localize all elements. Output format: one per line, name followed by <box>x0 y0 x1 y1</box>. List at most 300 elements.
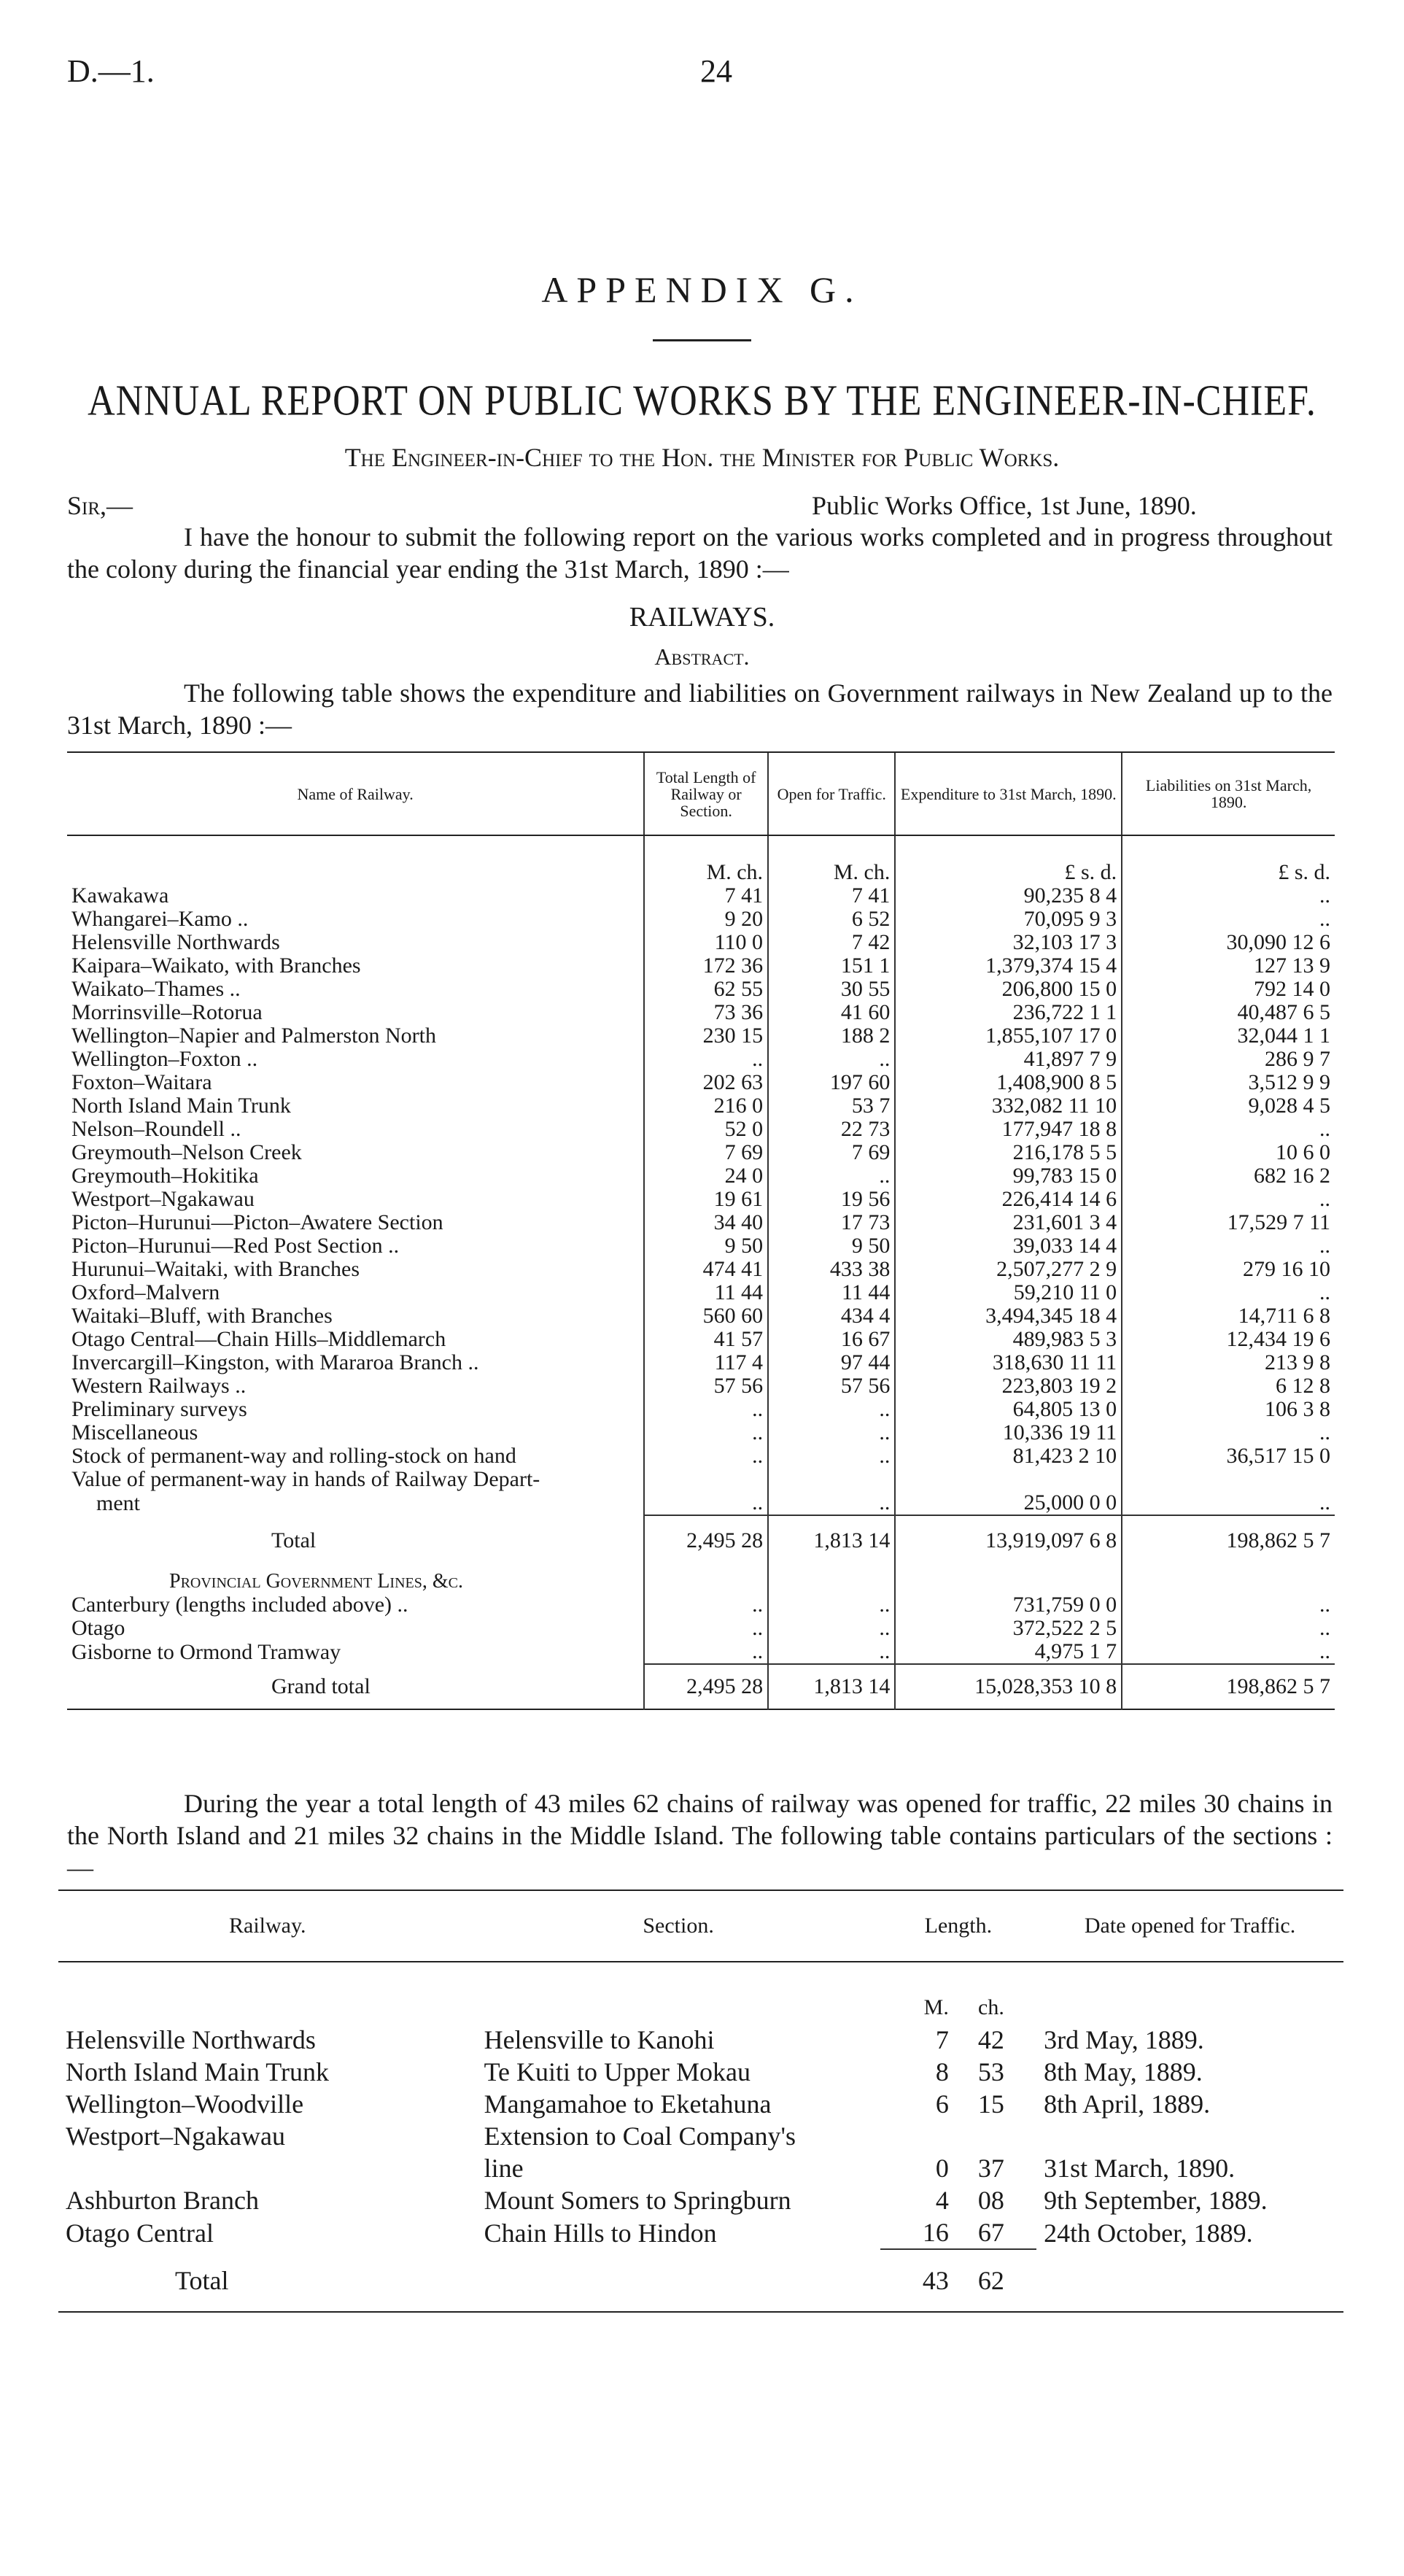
section-cell: Mangamahoe to Eketahuna <box>484 2089 772 2119</box>
grand-total-row <box>67 1664 1335 1709</box>
length-miles: 4 <box>935 2186 949 2215</box>
date-cell: 24th October, 1889. <box>1044 2219 1253 2248</box>
total-length-cell: 34 40 <box>644 1211 768 1234</box>
railway-name-text: Nelson–Roundell .. <box>71 1117 241 1141</box>
section-cell: Helensville to Kanohi <box>484 2025 715 2054</box>
length-miles: 7 <box>935 2025 949 2054</box>
total-miles: 43 <box>922 2266 949 2295</box>
expenditure-cell: 226,414 14 6 <box>895 1188 1122 1211</box>
abstract-table-header <box>67 752 1335 835</box>
open-traffic-cell: 53 7 <box>768 1094 895 1118</box>
table-row <box>67 1304 1335 1328</box>
length-total-cell <box>880 2249 1037 2312</box>
open-traffic-cell: 197 60 <box>768 1071 895 1094</box>
open-traffic-cell: 97 44 <box>768 1351 895 1374</box>
railway-name <box>67 1188 644 1211</box>
expenditure-cell: 64,805 13 0 <box>895 1398 1122 1421</box>
table-row <box>67 931 1335 954</box>
section-heading-railways: RAILWAYS. <box>629 602 775 633</box>
empty-cell <box>644 1468 768 1491</box>
section-row <box>58 2216 1343 2249</box>
total-length-cell: 230 15 <box>644 1024 768 1048</box>
total-length-cell: 2,495 28 <box>644 1664 768 1709</box>
length-chains: 42 <box>977 2025 1004 2054</box>
unit-length: M. ch. <box>644 835 768 884</box>
liabilities-cell: 36,517 15 0 <box>1122 1444 1335 1468</box>
open-traffic-cell: .. <box>768 1048 895 1071</box>
railway-name-text: Otago Central—Chain Hills–Middlemarch <box>71 1327 446 1351</box>
expenditure-cell: 1,408,900 8 5 <box>895 1071 1122 1094</box>
col-header-open: Open for Traffic. <box>768 752 895 835</box>
railway-name <box>67 1071 644 1094</box>
date-cell: 8th April, 1889. <box>1044 2089 1211 2119</box>
liabilities-cell: .. <box>1122 908 1335 931</box>
col-header-section-length: Length. <box>880 1890 1037 1962</box>
railway-cell: North Island Main Trunk <box>66 2057 330 2086</box>
col-header-section: Section. <box>477 1890 880 1962</box>
total-length-cell: 2,495 28 <box>644 1515 768 1560</box>
col-header-expenditure: Expenditure to 31st March, 1890. <box>895 752 1122 835</box>
railway-name-text: Wellington–Napier and Palmerston North <box>71 1024 436 1048</box>
length-cell <box>880 2184 1037 2216</box>
expenditure-cell: 231,601 3 4 <box>895 1211 1122 1234</box>
total-length-cell: 24 0 <box>644 1164 768 1188</box>
railway-name <box>67 1001 644 1024</box>
unit-liabilities: £ s. d. <box>1122 835 1335 884</box>
section-row <box>58 2152 1343 2184</box>
railway-name-text: Gisborne to Ormond Tramway <box>71 1640 341 1664</box>
section-cell: Te Kuiti to Upper Mokau <box>484 2057 751 2086</box>
date-cell: 8th May, 1889. <box>1044 2057 1203 2086</box>
railway-name: Value of permanent-way in hands of Railway Depart- <box>71 1467 540 1491</box>
expenditure-cell: 489,983 5 3 <box>895 1328 1122 1351</box>
railway-name-text: Preliminary surveys <box>71 1397 247 1421</box>
col-header-liabilities: Liabilities on 31st March, 1890. <box>1122 752 1335 835</box>
liabilities-cell: 17,529 7 11 <box>1122 1211 1335 1234</box>
liabilities-cell: .. <box>1122 1640 1335 1664</box>
expenditure-cell: 4,975 1 7 <box>895 1640 1122 1664</box>
sections-table-header <box>58 1890 1343 1962</box>
provincial-heading-row <box>67 1560 1335 1593</box>
railway-name <box>67 1328 644 1351</box>
total-length-cell: 560 60 <box>644 1304 768 1328</box>
provincial-row <box>67 1593 1335 1617</box>
length-cell <box>880 2056 1037 2088</box>
expenditure-cell: 1,855,107 17 0 <box>895 1024 1122 1048</box>
expenditure-cell: 318,630 11 11 <box>895 1351 1122 1374</box>
railway-cell: Helensville Northwards <box>66 2025 316 2054</box>
liabilities-cell: 40,487 6 5 <box>1122 1001 1335 1024</box>
open-traffic-cell: .. <box>768 1398 895 1421</box>
date-cell: 31st March, 1890. <box>1044 2154 1236 2183</box>
liabilities-cell: 3,512 9 9 <box>1122 1071 1335 1094</box>
table-row <box>67 908 1335 931</box>
railway-name <box>67 931 644 954</box>
length-cell <box>880 2216 1037 2249</box>
railway-name <box>67 1421 644 1444</box>
railway-name-text: Western Railways .. <box>71 1374 247 1398</box>
liabilities-cell: 286 9 7 <box>1122 1048 1335 1071</box>
length-chains: 53 <box>977 2057 1004 2086</box>
liabilities-cell: 106 3 8 <box>1122 1398 1335 1421</box>
provincial-row <box>67 1617 1335 1640</box>
railway-name <box>67 1351 644 1374</box>
table-row <box>67 884 1335 908</box>
empty-cell <box>768 1468 895 1491</box>
railway-name <box>67 1374 644 1398</box>
liabilities-cell: 30,090 12 6 <box>1122 931 1335 954</box>
railway-name-text: ment <box>96 1491 140 1515</box>
subsection-heading-abstract: Abstract. <box>654 643 750 670</box>
sections-total-row <box>58 2249 1343 2312</box>
total-length-cell: 172 36 <box>644 954 768 978</box>
col-header-length: Total Length of Railway or Section. <box>644 752 768 835</box>
open-traffic-cell: 1,813 14 <box>768 1664 895 1709</box>
expenditure-cell: 2,507,277 2 9 <box>895 1258 1122 1281</box>
open-traffic-cell: 16 67 <box>768 1328 895 1351</box>
unit-chains: ch. <box>978 1995 1004 2019</box>
length-cell <box>880 2088 1037 2120</box>
open-traffic-cell: 188 2 <box>768 1024 895 1048</box>
railway-name-text: Waitaki–Bluff, with Branches <box>71 1304 333 1328</box>
total-length-cell: 9 50 <box>644 1234 768 1258</box>
open-traffic-cell: 57 56 <box>768 1374 895 1398</box>
expenditure-cell: 731,759 0 0 <box>895 1593 1122 1617</box>
expenditure-cell: 223,803 19 2 <box>895 1374 1122 1398</box>
table-row <box>67 1094 1335 1118</box>
liabilities-cell: .. <box>1122 1118 1335 1141</box>
railway-cell <box>58 2152 477 2184</box>
length-miles: 0 <box>935 2154 949 2183</box>
total-length-cell: .. <box>644 1421 768 1444</box>
provincial-row <box>67 1640 1335 1664</box>
table-row <box>67 1164 1335 1188</box>
empty-cell <box>895 1560 1122 1593</box>
empty-cell <box>768 1560 895 1593</box>
railway-cell: Ashburton Branch <box>66 2186 259 2215</box>
place-date: Public Works Office, 1st June, 1890. <box>812 491 1197 520</box>
railway-name <box>67 1281 644 1304</box>
expenditure-cell: 10,336 19 11 <box>895 1421 1122 1444</box>
railway-name <box>67 908 644 931</box>
liabilities-cell: .. <box>1122 1421 1335 1444</box>
rule-cell <box>895 1709 1122 1733</box>
railway-name <box>67 1234 644 1258</box>
total-length-cell: 110 0 <box>644 931 768 954</box>
railway-cell: Otago Central <box>66 2219 214 2248</box>
total-length-cell: .. <box>644 1491 768 1515</box>
page-number: 24 <box>700 53 732 89</box>
table-row <box>67 1444 1335 1468</box>
expenditure-cell: 13,919,097 6 8 <box>895 1515 1122 1560</box>
railway-name-text: North Island Main Trunk <box>71 1094 291 1118</box>
railway-name <box>67 1617 644 1640</box>
open-traffic-cell: 30 55 <box>768 978 895 1001</box>
railway-name <box>67 1211 644 1234</box>
empty-cell <box>1122 1468 1335 1491</box>
total-length-cell: .. <box>644 1398 768 1421</box>
total-length-cell: 9 20 <box>644 908 768 931</box>
railway-name <box>67 1398 644 1421</box>
intro-paragraph: I have the honour to submit the following report on the various works completed and in progress throughout the colony during the financial year ending the 31st March, 1890 :— <box>67 522 1333 584</box>
table-row <box>67 1398 1335 1421</box>
liabilities-cell: .. <box>1122 1491 1335 1515</box>
length-chains: 37 <box>977 2154 1004 2183</box>
unit-open: M. ch. <box>768 835 895 884</box>
total-length-cell: 117 4 <box>644 1351 768 1374</box>
total-length-cell: 7 69 <box>644 1141 768 1164</box>
liabilities-cell: .. <box>1122 1234 1335 1258</box>
total-chains: 62 <box>977 2266 1004 2295</box>
length-chains: 08 <box>977 2186 1004 2215</box>
open-traffic-cell: .. <box>768 1421 895 1444</box>
railway-name-text: Morrinsville–Rotorua <box>71 1000 263 1024</box>
open-traffic-cell: 17 73 <box>768 1211 895 1234</box>
sections-bottom-rule <box>58 2312 1343 2317</box>
railway-name-text: Westport–Ngakawau <box>71 1187 255 1211</box>
report-title: ANNUAL REPORT ON PUBLIC WORKS BY THE ENGINEER-IN-CHIEF. <box>88 376 1316 425</box>
rule-cell <box>1122 1709 1335 1733</box>
railway-name-text: Hurunui–Waitaki, with Branches <box>71 1257 360 1281</box>
railway-name <box>67 1094 644 1118</box>
table-intro-paragraph: The following table shows the expenditure and liabilities on Government railways in New Zealand up to the 31st March, 1890 :— <box>67 678 1333 740</box>
length-cell <box>880 2024 1037 2056</box>
length-miles: 8 <box>935 2057 949 2086</box>
expenditure-cell: 41,897 7 9 <box>895 1048 1122 1071</box>
open-traffic-cell: .. <box>768 1491 895 1515</box>
liabilities-cell: .. <box>1122 884 1335 908</box>
railway-name-text: Greymouth–Nelson Creek <box>71 1140 302 1164</box>
col-header-date: Date opened for Traffic. <box>1036 1890 1343 1962</box>
length-chains: 67 <box>977 2218 1004 2247</box>
open-traffic-cell: 11 44 <box>768 1281 895 1304</box>
expenditure-cell: 206,800 15 0 <box>895 978 1122 1001</box>
total-length-cell: .. <box>644 1048 768 1071</box>
title-divider <box>653 339 751 341</box>
section-row <box>58 2056 1343 2088</box>
railway-name-text: Whangarei–Kamo .. <box>71 907 249 931</box>
total-length-cell: 216 0 <box>644 1094 768 1118</box>
railway-name-text: Greymouth–Hokitika <box>71 1164 259 1188</box>
railway-name-text: Waikato–Thames .. <box>71 977 241 1001</box>
liabilities-cell: 198,862 5 7 <box>1122 1515 1335 1560</box>
table-row <box>67 1491 1335 1515</box>
section-cell: Mount Somers to Springburn <box>484 2186 791 2215</box>
table-row <box>67 1468 1335 1491</box>
rule-cell <box>644 1709 768 1733</box>
liabilities-cell: 682 16 2 <box>1122 1164 1335 1188</box>
liabilities-cell: .. <box>1122 1593 1335 1617</box>
railway-name-text: Wellington–Foxton .. <box>71 1047 258 1071</box>
rule-cell <box>1036 2312 1343 2317</box>
section-cell: line <box>484 2154 524 2183</box>
railway-cell: Wellington–Woodville <box>66 2089 304 2119</box>
total-length-cell: .. <box>644 1593 768 1617</box>
liabilities-cell: 279 16 10 <box>1122 1258 1335 1281</box>
section-row <box>58 2088 1343 2120</box>
table-bottom-rule <box>67 1709 1335 1733</box>
open-traffic-cell: 19 56 <box>768 1188 895 1211</box>
railway-name-text: Stock of permanent-way and rolling-stock on hand <box>71 1444 516 1468</box>
table-row <box>67 1281 1335 1304</box>
rule-cell <box>880 2312 1037 2317</box>
railway-name-text: Picton–Hurunui—Picton–Awatere Section <box>71 1210 443 1234</box>
table-row <box>67 1421 1335 1444</box>
open-traffic-cell: 7 42 <box>768 931 895 954</box>
total-length-cell: 41 57 <box>644 1328 768 1351</box>
open-traffic-cell: 151 1 <box>768 954 895 978</box>
document-code: D.—1. <box>67 53 155 89</box>
rule-cell <box>768 1709 895 1733</box>
expenditure-cell: 59,210 11 0 <box>895 1281 1122 1304</box>
rule-cell <box>67 1709 644 1733</box>
railway-name <box>67 1640 644 1664</box>
total-label: Total <box>175 2266 229 2295</box>
report-subtitle: The Engineer-in-Chief to the Hon. the Minister for Public Works. <box>344 443 1060 472</box>
total-length-cell: 62 55 <box>644 978 768 1001</box>
railway-name-text: Oxford–Malvern <box>71 1280 220 1304</box>
total-length-cell: 73 36 <box>644 1001 768 1024</box>
open-traffic-cell: 7 69 <box>768 1141 895 1164</box>
expenditure-cell: 32,103 17 3 <box>895 931 1122 954</box>
col-header-name: Name of Railway. <box>67 752 644 835</box>
railway-name-text: Helensville Northwards <box>71 930 280 954</box>
table-row <box>67 1141 1335 1164</box>
open-traffic-cell: .. <box>768 1444 895 1468</box>
liabilities-cell: .. <box>1122 1188 1335 1211</box>
liabilities-cell: 198,862 5 7 <box>1122 1664 1335 1709</box>
expenditure-cell: 3,494,345 18 4 <box>895 1304 1122 1328</box>
total-length-cell: .. <box>644 1617 768 1640</box>
salutation: Sir,— <box>67 491 133 520</box>
sections-units-row <box>58 1962 1343 2024</box>
open-traffic-cell: 1,813 14 <box>768 1515 895 1560</box>
expenditure-cell: 39,033 14 4 <box>895 1234 1122 1258</box>
table-row <box>67 1188 1335 1211</box>
total-label: Total <box>271 1528 317 1552</box>
length-cell <box>880 2152 1037 2184</box>
table-row <box>67 1024 1335 1048</box>
open-traffic-cell: .. <box>768 1640 895 1664</box>
section-cell: Extension to Coal Company's <box>484 2121 796 2151</box>
expenditure-cell: 70,095 9 3 <box>895 908 1122 931</box>
empty-cell <box>644 1560 768 1593</box>
open-traffic-cell: 434 4 <box>768 1304 895 1328</box>
grand-total-label: Grand total <box>271 1674 371 1698</box>
expenditure-cell: 332,082 11 10 <box>895 1094 1122 1118</box>
length-miles: 16 <box>922 2218 949 2247</box>
railway-name <box>67 978 644 1001</box>
railway-name <box>67 1491 644 1515</box>
open-traffic-cell: .. <box>768 1617 895 1640</box>
railway-name-text: Kaipara–Waikato, with Branches <box>71 954 361 978</box>
unit-expenditure: £ s. d. <box>895 835 1122 884</box>
railway-name <box>67 1024 644 1048</box>
railway-name <box>67 1593 644 1617</box>
empty-cell <box>1122 1560 1335 1593</box>
railway-name-text: Kawakawa <box>71 883 169 908</box>
appendix-title: APPENDIX G. <box>541 269 863 310</box>
unit-miles: M. <box>923 1995 949 2019</box>
total-length-cell: 19 61 <box>644 1188 768 1211</box>
empty-cell <box>1036 2249 1343 2312</box>
expenditure-cell: 372,522 2 5 <box>895 1617 1122 1640</box>
section-row <box>58 2184 1343 2216</box>
expenditure-cell: 25,000 0 0 <box>895 1491 1122 1515</box>
railway-name <box>67 1118 644 1141</box>
date-cell: 9th September, 1889. <box>1044 2186 1268 2215</box>
liabilities-cell: 213 9 8 <box>1122 1351 1335 1374</box>
railway-name <box>67 1444 644 1468</box>
railway-name <box>67 884 644 908</box>
open-traffic-cell: 433 38 <box>768 1258 895 1281</box>
railway-name <box>67 1258 644 1281</box>
expenditure-cell: 216,178 5 5 <box>895 1141 1122 1164</box>
liabilities-cell: 6 12 8 <box>1122 1374 1335 1398</box>
expenditure-cell: 177,947 18 8 <box>895 1118 1122 1141</box>
railway-name-text: Canterbury (lengths included above) .. <box>71 1593 408 1617</box>
open-traffic-cell: 6 52 <box>768 908 895 931</box>
table-row <box>67 1118 1335 1141</box>
table-row <box>67 1328 1335 1351</box>
railway-name-text: Miscellaneous <box>71 1420 198 1444</box>
expenditure-cell: 99,783 15 0 <box>895 1164 1122 1188</box>
total-length-cell: 11 44 <box>644 1281 768 1304</box>
total-length-cell: .. <box>644 1444 768 1468</box>
table-row <box>67 1258 1335 1281</box>
date-cell: 3rd May, 1889. <box>1044 2025 1204 2054</box>
liabilities-cell: 14,711 6 8 <box>1122 1304 1335 1328</box>
empty-cell <box>477 2249 880 2312</box>
opened-sections-paragraph: During the year a total length of 43 miles 62 chains of railway was opened for traffic, 22 miles 30 chains in the North Island and 21 miles 32 chains in the Middle Island. The following table contains particulars of the sections :— <box>67 1789 1333 1882</box>
liabilities-cell: 10 6 0 <box>1122 1141 1335 1164</box>
expenditure-cell: 90,235 8 4 <box>895 884 1122 908</box>
open-traffic-cell: 41 60 <box>768 1001 895 1024</box>
section-cell: Chain Hills to Hindon <box>484 2219 717 2248</box>
col-header-railway: Railway. <box>58 1890 477 1962</box>
expenditure-cell: 15,028,353 10 8 <box>895 1664 1122 1709</box>
liabilities-cell: 32,044 1 1 <box>1122 1024 1335 1048</box>
total-length-cell: .. <box>644 1640 768 1664</box>
expenditure-cell: 236,722 1 1 <box>895 1001 1122 1024</box>
liabilities-cell: 127 13 9 <box>1122 954 1335 978</box>
open-traffic-cell: 9 50 <box>768 1234 895 1258</box>
table-row <box>67 1234 1335 1258</box>
railway-abstract-table <box>67 751 1335 1733</box>
railway-name-text: Invercargill–Kingston, with Mararoa Branch .. <box>71 1350 479 1374</box>
provincial-heading: Provincial Government Lines, &c. <box>169 1570 463 1593</box>
open-traffic-cell: .. <box>768 1164 895 1188</box>
table-row <box>67 1351 1335 1374</box>
total-length-cell: 7 41 <box>644 884 768 908</box>
date-cell <box>1036 2120 1343 2152</box>
railway-name-text: Otago <box>71 1616 125 1640</box>
liabilities-cell: .. <box>1122 1617 1335 1640</box>
empty-cell <box>895 1468 1122 1491</box>
table-row <box>67 978 1335 1001</box>
liabilities-cell: .. <box>1122 1281 1335 1304</box>
table-row <box>67 1001 1335 1024</box>
railway-cell: Westport–Ngakawau <box>66 2121 286 2151</box>
liabilities-cell: 9,028 4 5 <box>1122 1094 1335 1118</box>
railway-name <box>67 1164 644 1188</box>
railway-name-text: Picton–Hurunui—Red Post Section .. <box>71 1234 400 1258</box>
railway-name <box>67 1664 644 1709</box>
total-length-cell: 474 41 <box>644 1258 768 1281</box>
rule-cell <box>58 2312 477 2317</box>
liabilities-cell: 792 14 0 <box>1122 978 1335 1001</box>
table-row <box>67 954 1335 978</box>
